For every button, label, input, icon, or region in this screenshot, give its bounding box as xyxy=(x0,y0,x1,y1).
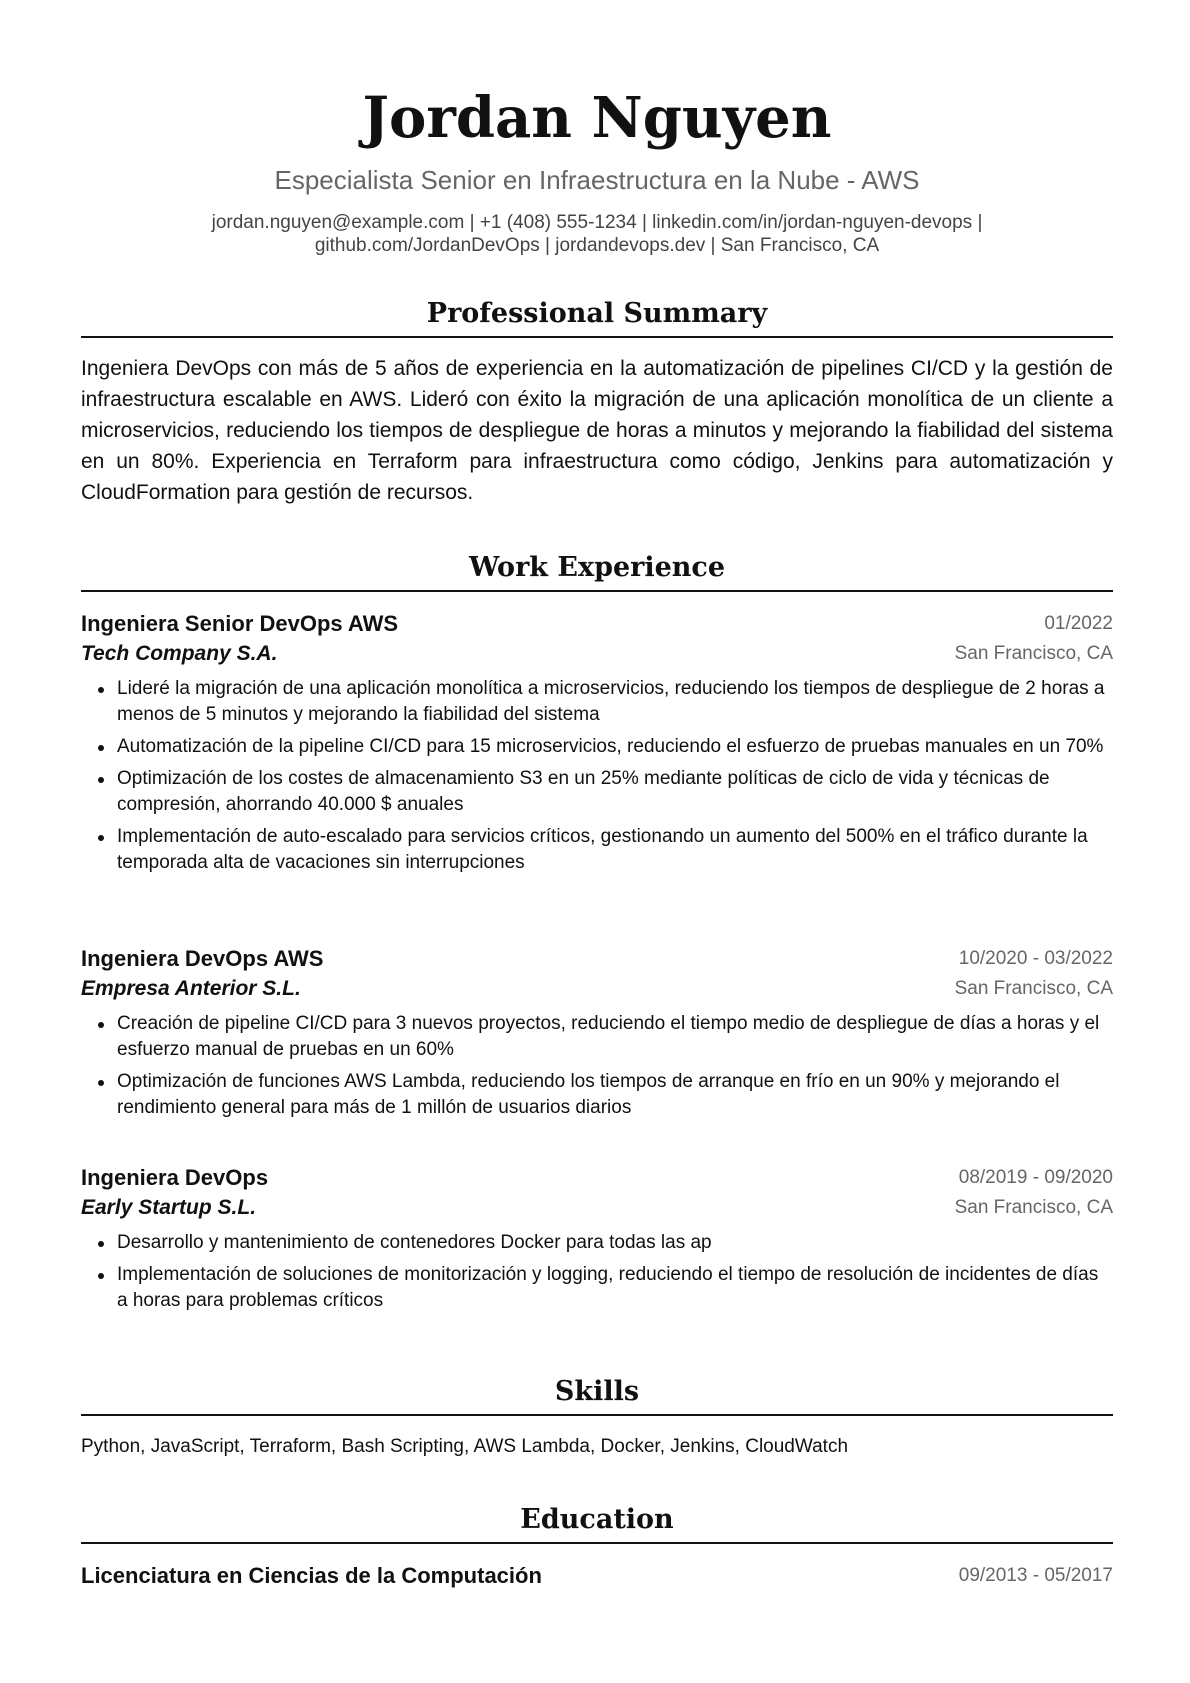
job-title: Ingeniera Senior DevOps AWS xyxy=(81,611,399,636)
job-bullet: Creación de pipeline CI/CD para 3 nuevos proyectos, reduciendo el tiempo medio de despliegue de días a horas y el esfuerzo manual de pruebas en un 60% xyxy=(81,1011,1113,1063)
job-bullet: Automatización de la pipeline CI/CD para 15 microservicios, reduciendo el esfuerzo de pruebas manuales en un 70% xyxy=(81,734,1113,760)
candidate-name: Jordan Nguyen xyxy=(362,85,832,151)
candidate-title: Especialista Senior en Infraestructura en la Nube - AWS xyxy=(274,165,920,195)
job-company: Tech Company S.A. xyxy=(81,642,278,665)
job-bullet: Lideré la migración de una aplicación monolítica a microservicios, reduciendo los tiempos de despliegue de 2 horas a menos de 5 minutos y mejorando la fiabilidad del sistema xyxy=(81,676,1113,728)
education-divider xyxy=(81,1542,1113,1544)
contact-info xyxy=(81,211,1113,257)
job-bullet: Optimización de los costes de almacenamiento S3 en un 25% mediante políticas de ciclo de vida y técnicas de compresión, ahorrando 40.000 $ anuales xyxy=(81,766,1113,818)
job-bullets xyxy=(81,676,1113,882)
job-bullets xyxy=(81,1230,1113,1320)
skills-list: Python, JavaScript, Terraform, Bash Scripting, AWS Lambda, Docker, Jenkins, CloudWatch xyxy=(81,1436,849,1457)
experience-heading: Work Experience xyxy=(468,552,726,583)
job-date: 01/2022 xyxy=(1044,613,1113,634)
summary-text: Ingeniera DevOps con más de 5 años de experiencia en la automatización de pipelines CI/CD y la gestión de infraestructura escalable en AWS. Lideró con éxito la migración de una aplicación monolítica de un cliente a microservicios, reduciendo los tiempos de despliegue de horas a minutos y mejorando la fiabilidad del sistema en un 80%. Experiencia en Terraform para infraestructura como código, Jenkins para automatización y CloudFormation para gestión de recursos. xyxy=(81,357,1113,504)
contact-line-1: jordan.nguyen@example.com | +1 (408) 555-1234 | linkedin.com/in/jordan-nguyen-devops | xyxy=(211,212,983,233)
job-company: Early Startup S.L. xyxy=(81,1196,257,1219)
summary-divider xyxy=(81,336,1113,338)
contact-line-2: github.com/JordanDevOps | jordandevops.dev | San Francisco, CA xyxy=(314,235,880,256)
job-bullets xyxy=(81,1011,1113,1127)
job-company: Empresa Anterior S.L. xyxy=(81,977,301,1000)
job-title: Ingeniera DevOps AWS xyxy=(81,946,324,971)
job-date: 10/2020 - 03/2022 xyxy=(958,948,1113,969)
job-bullet: Implementación de auto-escalado para servicios críticos, gestionando un aumento del 500% en el tráfico durante la temporada alta de vacaciones sin interrupciones xyxy=(81,824,1113,876)
job-bullet: Desarrollo y mantenimiento de contenedores Docker para todas las ap xyxy=(81,1230,1113,1256)
experience-divider xyxy=(81,590,1113,592)
summary-heading: Professional Summary xyxy=(426,298,768,329)
job-title: Ingeniera DevOps xyxy=(81,1165,269,1190)
job-bullet: Implementación de soluciones de monitorización y logging, reduciendo el tiempo de resolución de incidentes de días a horas para problemas críticos xyxy=(81,1262,1113,1314)
education-heading: Education xyxy=(520,1504,674,1535)
job-location: San Francisco, CA xyxy=(954,978,1113,999)
skills-heading: Skills xyxy=(554,1376,640,1407)
education-date: 09/2013 - 05/2017 xyxy=(958,1565,1113,1586)
job-date: 08/2019 - 09/2020 xyxy=(958,1167,1113,1188)
skills-divider xyxy=(81,1414,1113,1416)
job-bullet: Optimización de funciones AWS Lambda, reduciendo los tiempos de arranque en frío en un 90% y mejorando el rendimiento general para más de 1 millón de usuarios diarios xyxy=(81,1069,1113,1121)
job-location: San Francisco, CA xyxy=(954,1197,1113,1218)
job-location: San Francisco, CA xyxy=(954,643,1113,664)
education-degree: Licenciatura en Ciencias de la Computación xyxy=(81,1563,542,1588)
